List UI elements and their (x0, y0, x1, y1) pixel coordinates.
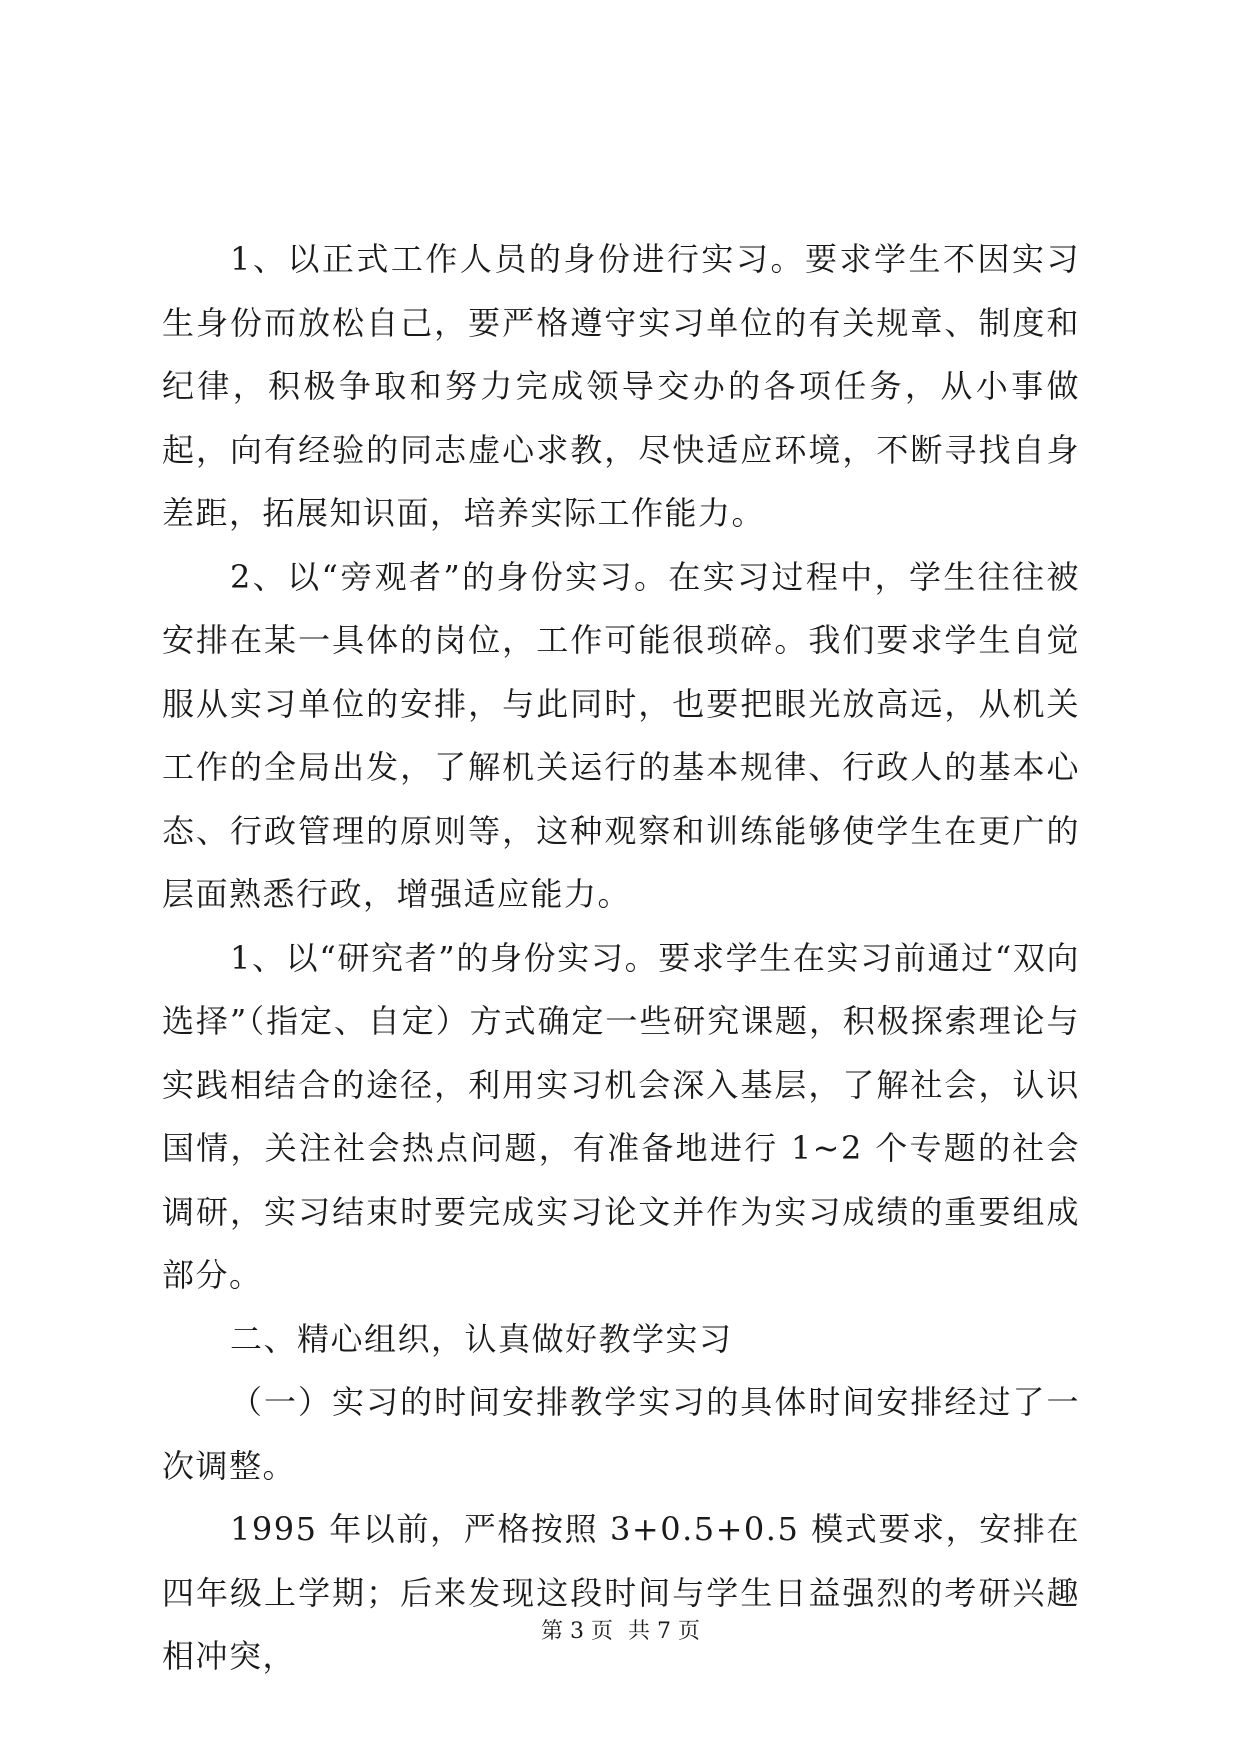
page-total: 共 7 页 (628, 1619, 700, 1644)
page-number: 第 3 页 (541, 1619, 613, 1644)
paragraph-2: 2、以“旁观者”的身份实习。在实习过程中，学生往往被安排在某一具体的岗位，工作可能很琐碎。我们要求学生自觉服从实习单位的安排，与此同时，也要把眼光放高远，从机关工作的全局出发，了解机关运行的基本规律、行政人的基本心态、行政管理的原则等，这种观察和训练能够使学生在更广的层面熟悉行政，增强适应能力。 (162, 557, 1080, 913)
subsection-heading: （一）实习的时间安排教学实习的具体时间安排经过了一次调整。 (162, 1383, 1080, 1485)
paragraph-1: 1、以正式工作人员的身份进行实习。要求学生不因实习生身份而放松自己，要严格遵守实习单位的有关规章、制度和纪律，积极争取和努力完成领导交办的各项任务，从小事做起，向有经验的同志虚心求教，尽快适应环境，不断寻找自身差距，拓展知识面，培养实际工作能力。 (162, 240, 1080, 532)
page-footer (0, 1614, 1241, 1645)
paragraph-3: 1、以“研究者”的身份实习。要求学生在实习前通过“双向选择”（指定、自定）方式确定一些研究课题，积极探索理论与实践相结合的途径，利用实习机会深入基层，了解社会，认识国情，关注社会热点问题，有准备地进行 1~2 个专题的社会调研，实习结束时要完成实习论文并作为实习成绩的重要组成部分。 (162, 938, 1080, 1294)
paragraph-4: 1995 年以前，严格按照 3+0.5+0.5 模式要求，安排在四年级上学期；后来发现这段时间与学生日益强烈的考研兴趣相冲突， (162, 1510, 1080, 1675)
document-body (162, 228, 1080, 1689)
section-heading: 二、精心组织，认真做好教学实习 (230, 1319, 733, 1358)
